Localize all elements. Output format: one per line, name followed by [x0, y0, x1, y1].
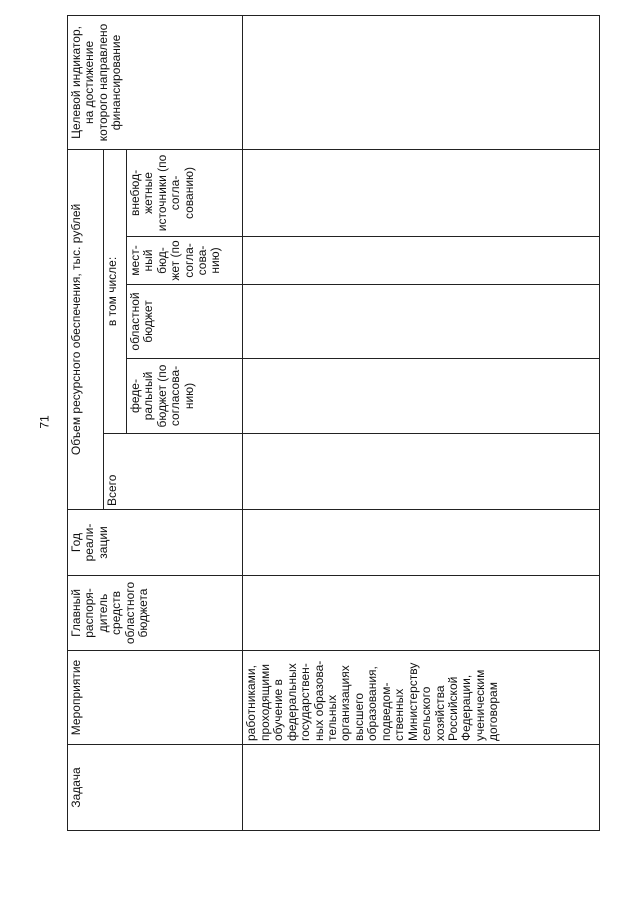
col-header-year: Год реали-зации — [68, 510, 243, 576]
cell-target — [243, 15, 600, 149]
col-header-volume: Объем ресурсного обеспечения, тыс. рублей — [68, 149, 104, 509]
col-header-event: Мероприятие — [68, 651, 243, 745]
cell-federal — [243, 359, 600, 434]
cell-local — [243, 237, 600, 285]
col-header-task: Задача — [68, 745, 243, 831]
rotated-table-container — [67, 16, 600, 831]
cell-year — [243, 510, 600, 576]
cell-regional — [243, 285, 600, 359]
cell-task — [243, 745, 600, 831]
page-number: 71 — [37, 415, 52, 429]
col-header-federal: феде-ральный бюджет (по согласова-нию) — [126, 359, 243, 434]
col-header-regional: областной бюджет — [126, 285, 243, 359]
resource-table — [67, 15, 600, 831]
col-header-main-manager: Главный распоря-дитель средств областного бюджета — [68, 576, 243, 651]
col-header-extra: внебюд-жетные источники (по согла-сованию) — [126, 149, 243, 236]
col-header-including: в том числе: — [104, 149, 126, 433]
col-header-target: Целевой индикатор, на достижение которого направлено финансирование — [68, 15, 243, 149]
col-header-local: мест-ный бюд-жет (по согла-сова-нию) — [126, 237, 243, 285]
table-row — [243, 15, 600, 830]
cell-event: работниками, проходящими обучение в федеральных государствен-ных образова-тельных организациях высшего образования, подведом-ственных Министерству сельского хозяйства Российской Федерации, ученическим договорам — [243, 651, 600, 745]
cell-total — [243, 434, 600, 510]
cell-extra — [243, 149, 600, 236]
col-header-total: Всего — [104, 434, 243, 510]
cell-main-manager — [243, 576, 600, 651]
